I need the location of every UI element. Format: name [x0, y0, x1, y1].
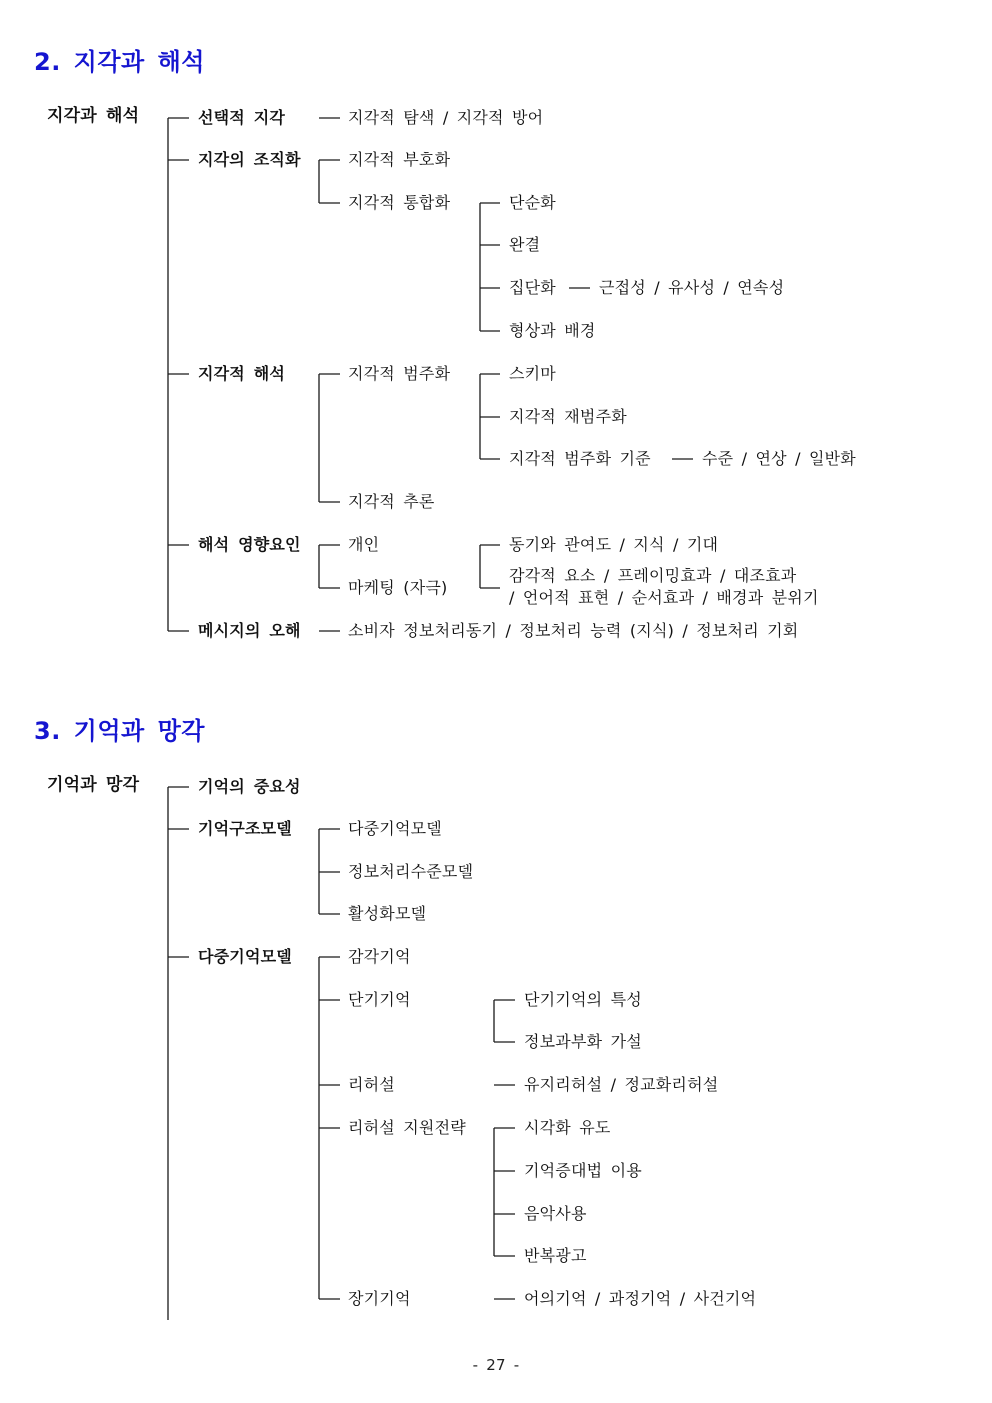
node-misinterpretation-detail: 소비자 정보처리동기 / 정보처리 능력 (지식) / 정보처리 기회: [348, 621, 799, 640]
node-activation-model: 활성화모델: [348, 904, 427, 923]
node-multistore-model: 다중기억모델: [348, 819, 442, 838]
node-repetition-ads: 반복광고: [524, 1246, 587, 1265]
node-long-term-memory: 장기기억: [348, 1289, 411, 1308]
node-long-term-detail: 어의기억 / 과정기억 / 사건기억: [524, 1289, 757, 1308]
node-figure-ground: 형상과 배경: [509, 321, 596, 340]
node-perceptual-categorization: 지각적 범주화: [348, 364, 451, 383]
page-number: - 27 -: [472, 1356, 520, 1374]
node-visualization: 시각화 유도: [524, 1118, 611, 1137]
node-music: 음악사용: [524, 1204, 587, 1223]
node-interpretation-factors: 해석 영향요인: [198, 535, 301, 554]
node-sensory-memory: 감각기억: [348, 947, 411, 966]
node-rehearsal: 리허설: [348, 1075, 395, 1094]
node-grouping: 집단화: [509, 278, 556, 297]
node-perceptual-encoding: 지각적 부호화: [348, 150, 451, 169]
node-short-term-memory: 단기기억: [348, 990, 411, 1009]
node-information-overload: 정보과부화 가설: [524, 1032, 642, 1051]
node-marketing-stimulus: 마케팅 (자극): [348, 578, 448, 597]
node-criteria-detail: 수준 / 연상 / 일반화: [702, 449, 856, 468]
node-short-term-traits: 단기기억의 특성: [524, 990, 642, 1009]
node-perceptual-inference: 지각적 추론: [348, 492, 435, 511]
node-categorization-criteria: 지각적 범주화 기준: [509, 449, 651, 468]
node-levels-of-processing-model: 정보처리수준모델: [348, 862, 474, 881]
section-3-root-node: 기억과 망각: [47, 775, 140, 795]
node-multistore-model-detail: 다중기억모델: [198, 947, 292, 966]
section-3-heading: 3. 기억과 망각: [34, 717, 205, 745]
node-memory-importance: 기억의 중요성: [198, 777, 301, 796]
node-individual-detail: 동기와 관여도 / 지식 / 기대: [509, 535, 719, 554]
section-2-root-node: 지각과 해석: [47, 106, 140, 126]
node-selective-detail: 지각적 탐색 / 지각적 방어: [348, 108, 544, 127]
node-simplification: 단순화: [509, 193, 556, 212]
node-schema: 스키마: [509, 364, 556, 383]
node-mnemonics: 기억증대법 이용: [524, 1161, 642, 1180]
node-recategorization: 지각적 재범주화: [509, 407, 627, 426]
node-individual: 개인: [348, 535, 380, 554]
section-2-heading: 2. 지각과 해석: [34, 48, 205, 76]
node-message-misinterpretation: 메시지의 오해: [198, 621, 301, 640]
node-memory-structure-model: 기억구조모델: [198, 819, 292, 838]
node-rehearsal-support: 리허설 지원전략: [348, 1118, 466, 1137]
node-selective-perception: 선택적 지각: [198, 108, 286, 127]
node-marketing-detail-line-2: / 언어적 표현 / 순서효과 / 배경과 분위기: [509, 588, 819, 607]
node-rehearsal-detail: 유지리허설 / 정교화리허설: [524, 1075, 719, 1094]
node-perceptual-interpretation: 지각적 해석: [198, 364, 286, 383]
node-closure: 완결: [509, 235, 541, 254]
node-perceptual-organization: 지각의 조직화: [198, 150, 301, 169]
node-grouping-detail: 근접성 / 유사성 / 연속성: [599, 278, 785, 297]
node-marketing-detail-line-1: 감각적 요소 / 프레이밍효과 / 대조효과: [509, 566, 797, 585]
node-perceptual-integration: 지각적 통합화: [348, 193, 451, 212]
